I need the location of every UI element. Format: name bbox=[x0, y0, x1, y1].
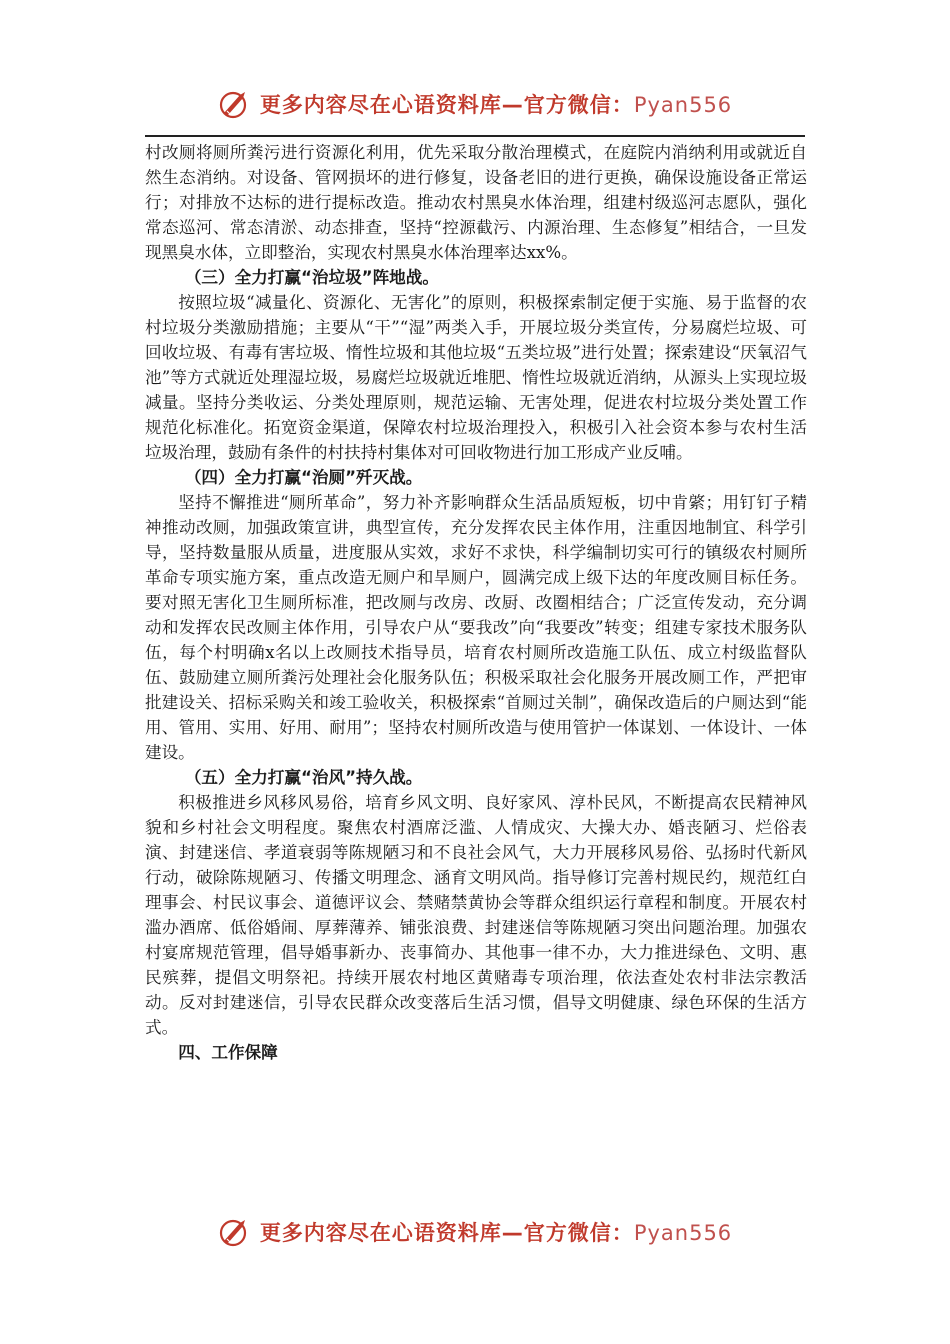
heading-customs: （五）全力打赢“治风”持久战。 bbox=[184, 768, 423, 787]
banner-text: 更多内容尽在心语资料库—官方微信：Pyan556 bbox=[259, 1221, 733, 1245]
paragraph-toilet: 坚持不懈推进“厕所革命”，努力补齐影响群众生活品质短板，切中肯綮；用钉钉子精神推动改厕，加强政策宣讲，典型宣传，充分发挥农民主体作用，注重因地制宜、科学引导，坚持数量服从质量，进度服从实效，求好不求快，科学编制切实可行的镇级农村厕所革命专项实施方案，重点改造无厕户和旱厕户，圆满完成上级下达的年度改厕目标任务。要对照无害化卫生厕所标准，把改厕与改房、改厨、改圈相结合；广泛宣传发动，充分调动和发挥农民改厕主体作用，引导农户从“要我改”向“我要改”转变；组建专家技术服务队伍，每个村明确x名以上改厕技术指导员，培育农村厕所改造施工队伍、成立村级监督队伍、鼓励建立厕所粪污处理社会化服务队伍；积极采取社会化服务开展改厕工作，严把审批建设关、招标采购关和竣工验收关，积极探索“首厕过关制”，确保改造后的户厕达到“能用、管用、实用、好用、耐用”；坚持农村厕所改造与使用管护一体谋划、一体设计、一体建设。 bbox=[145, 493, 807, 762]
paragraph-garbage: 按照垃圾“减量化、资源化、无害化”的原则，积极探索制定便于实施、易于监督的农村垃圾分类激励措施；主要从“干”“湿”两类入手，开展垃圾分类宣传，分易腐烂垃圾、可回收垃圾、有毒有害垃圾、惰性垃圾和其他垃圾“五类垃圾”进行处置；探索建设“厌氧沼气池”等方式就近处理湿垃圾，易腐烂垃圾就近堆肥、惰性垃圾就近消纳，从源头上实现垃圾减量。坚持分类收运、分类处理原则，规范运输、无害处理，促进农村垃圾分类处置工作规范化标准化。拓宽资金渠道，保障农村垃圾治理投入，积极引入社会资本参与农村生活垃圾治理，鼓励有条件的村扶持村集体对可回收物进行加工形成产业反哺。 bbox=[145, 293, 807, 462]
document-body bbox=[145, 140, 807, 1065]
paragraph-customs: 积极推进乡风移风易俗，培育乡风文明、良好家风、淳朴民风，不断提高农民精神风貌和乡村社会文明程度。聚焦农村酒席泛滥、人情成灾、大操大办、婚丧陋习、烂俗表演、封建迷信、孝道衰弱等陈规陋习和不良社会风气，大力开展移风易俗、弘扬时代新风行动，破除陈规陋习、传播文明理念、涵育文明风尚。指导修订完善村规民约，规范红白理事会、村民议事会、道德评议会、禁赌禁黄协会等群众组织运行章程和制度。开展农村滥办酒席、低俗婚闹、厚葬薄养、铺张浪费、封建迷信等陈规陋习突出问题治理。加强农村宴席规范管理，倡导婚事新办、丧事简办、其他事一律不办，大力推进绿色、文明、惠民殡葬，提倡文明祭祀。持续开展农村地区黄赌毒专项治理，依法查处农村非法宗教活动。反对封建迷信，引导农民群众改变落后生活习惯，倡导文明健康、绿色环保的生活方式。 bbox=[145, 793, 807, 1037]
banner-text: 更多内容尽在心语资料库—官方微信：Pyan556 bbox=[259, 93, 733, 117]
header-rule bbox=[145, 135, 805, 137]
pen-circle-logo-icon bbox=[218, 87, 252, 121]
heading-work-guarantee: 四、工作保障 bbox=[178, 1043, 278, 1062]
heading-toilet: （四）全力打赢“治厕”歼灭战。 bbox=[184, 468, 423, 487]
footer-banner bbox=[0, 1212, 950, 1252]
heading-garbage: （三）全力打赢“治垃圾”阵地战。 bbox=[184, 268, 439, 287]
header-banner bbox=[0, 84, 950, 124]
pen-circle-logo-icon bbox=[218, 1215, 252, 1249]
paragraph-sewage: 村改厕将厕所粪污进行资源化利用，优先采取分散治理模式，在庭院内消纳利用或就近自然生态消纳。对设备、管网损坏的进行修复，设备老旧的进行更换，确保设施设备正常运行；对排放不达标的进行提标改造。推动农村黑臭水体治理，组建村级巡河志愿队，强化常态巡河、常态清淤、动态排查，坚持“控源截污、内源治理、生态修复”相结合，一旦发现黑臭水体，立即整治，实现农村黑臭水体治理率达xx%。 bbox=[145, 143, 807, 262]
